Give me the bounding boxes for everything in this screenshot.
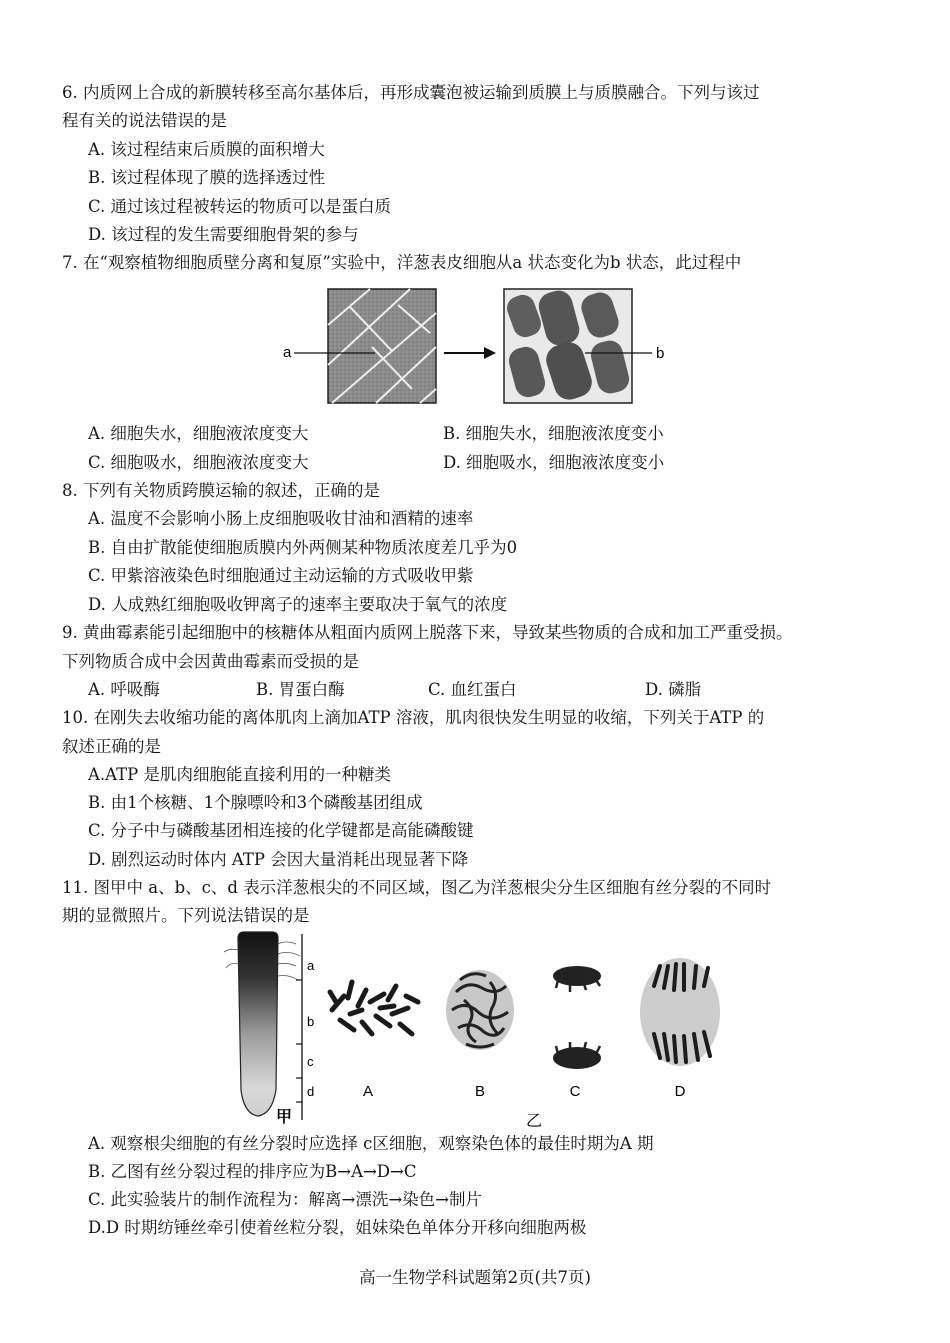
- cell-c-image: [553, 966, 601, 1069]
- page-footer: 高一生物学科试题第2页(共7页): [359, 1268, 591, 1287]
- q8-stem: 8. 下列有关物质跨膜运输的叙述，正确的是: [62, 481, 380, 500]
- q7-option-b: B. 细胞失水，细胞液浓度变小: [443, 424, 664, 443]
- q11-option-b: B. 乙图有丝分裂过程的排序应为B→A→D→C: [88, 1162, 417, 1181]
- panel-a-label: A: [362, 1083, 374, 1100]
- q6-option-c: C. 通过该过程被转运的物质可以是蛋白质: [88, 197, 392, 216]
- q7-option-a: A. 细胞失水，细胞液浓度变大: [88, 424, 309, 443]
- root-tip-diagram: [224, 932, 302, 1120]
- q6-option-a: A. 该过程结束后质膜的面积增大: [88, 140, 325, 159]
- caption-jia: 甲: [275, 1107, 293, 1126]
- q11-option-a: A. 观察根尖细胞的有丝分裂时应选择 c区细胞，观察染色体的最佳时期为A 期: [88, 1134, 654, 1153]
- zone-d-label: d: [307, 1084, 315, 1099]
- q11-stem-line1: 11. 图甲中 a、b、c、d 表示洋葱根尖的不同区域，图乙为洋葱根尖分生区细胞有丝分裂的不同时: [62, 878, 772, 897]
- q11-option-c: C. 此实验装片的制作流程为：解离→漂洗→染色→制片: [88, 1190, 483, 1209]
- q8-option-c: C. 甲紫溶液染色时细胞通过主动运输的方式吸收甲紫: [88, 566, 474, 585]
- q9-option-c: C. 血红蛋白: [428, 680, 517, 699]
- q7-option-d: D. 细胞吸水，细胞液浓度变小: [443, 453, 665, 472]
- zone-b-label: b: [307, 1014, 315, 1029]
- cell-state-b-image: [504, 288, 632, 404]
- q8-option-d: D. 人成熟红细胞吸收钾离子的速率主要取决于氧气的浓度: [88, 595, 508, 614]
- q11-stem-line2: 期的显微照片。下列说法错误的是: [62, 906, 310, 925]
- q9-option-a: A. 呼吸酶: [88, 680, 160, 699]
- cell-d-image: [640, 958, 720, 1066]
- q7-plasmolysis-figure: [280, 285, 680, 410]
- panel-c-label: C: [569, 1083, 581, 1100]
- q8-option-b: B. 自由扩散能使细胞质膜内外两侧某种物质浓度差几乎为0: [88, 538, 518, 557]
- cell-b-image: [446, 970, 514, 1050]
- zone-c-label: c: [307, 1054, 314, 1069]
- q9-stem-line2: 下列物质合成中会因黄曲霉素而受损的是: [62, 652, 359, 671]
- q6-stem-line2: 程有关的说法错误的是: [62, 111, 227, 130]
- cell-a-image: [330, 982, 418, 1034]
- caption-yi: 乙: [525, 1111, 543, 1130]
- q10-stem-line2: 叙述正确的是: [62, 737, 161, 756]
- q11-option-d: D.D 时期纺锤丝牵引使着丝粒分裂，姐妹染色单体分开移向细胞两极: [88, 1218, 587, 1237]
- panel-b-label: B: [474, 1083, 486, 1100]
- q6-option-d: D. 该过程的发生需要细胞骨架的参与: [88, 225, 359, 244]
- q10-stem-line1: 10. 在刚失去收缩功能的离体肌肉上滴加ATP 溶液，肌肉很快发生明显的收缩，下列关于ATP 的: [62, 708, 765, 727]
- q10-option-c: C. 分子中与磷酸基团相连接的化学键都是高能磷酸键: [88, 821, 474, 840]
- q6-option-b: B. 该过程体现了膜的选择透过性: [88, 168, 326, 187]
- q11-figure: [220, 930, 740, 1130]
- label-a: a: [283, 344, 292, 361]
- transition-arrow-icon: [444, 347, 496, 359]
- panel-d-label: D: [674, 1083, 686, 1100]
- q6-stem-line1: 6. 内质网上合成的新膜转移至高尔基体后，再形成囊泡被运输到质膜上与质膜融合。下列与该过: [62, 83, 760, 102]
- q7-stem: 7. 在“观察植物细胞质壁分离和复原”实验中，洋葱表皮细胞从a 状态变化为b 状态，此过程中: [62, 253, 742, 272]
- q10-option-d: D. 剧烈运动时体内 ATP 会因大量消耗出现显著下降: [88, 850, 469, 869]
- q9-option-d: D. 磷脂: [645, 680, 702, 699]
- zone-a-label: a: [307, 958, 315, 973]
- cell-state-a-image: [328, 289, 436, 403]
- label-b: b: [656, 345, 665, 362]
- q9-option-b: B. 胃蛋白酶: [256, 680, 345, 699]
- q10-option-b: B. 由1个核糖、1个腺嘌呤和3个磷酸基团组成: [88, 793, 423, 812]
- q7-option-c: C. 细胞吸水，细胞液浓度变大: [88, 453, 309, 472]
- q8-option-a: A. 温度不会影响小肠上皮细胞吸收甘油和酒精的速率: [88, 509, 474, 528]
- q9-stem-line1: 9. 黄曲霉素能引起细胞中的核糖体从粗面内质网上脱落下来，导致某些物质的合成和加工严重受损。: [62, 623, 793, 642]
- q10-option-a: A.ATP 是肌肉细胞能直接利用的一种糖类: [88, 765, 392, 784]
